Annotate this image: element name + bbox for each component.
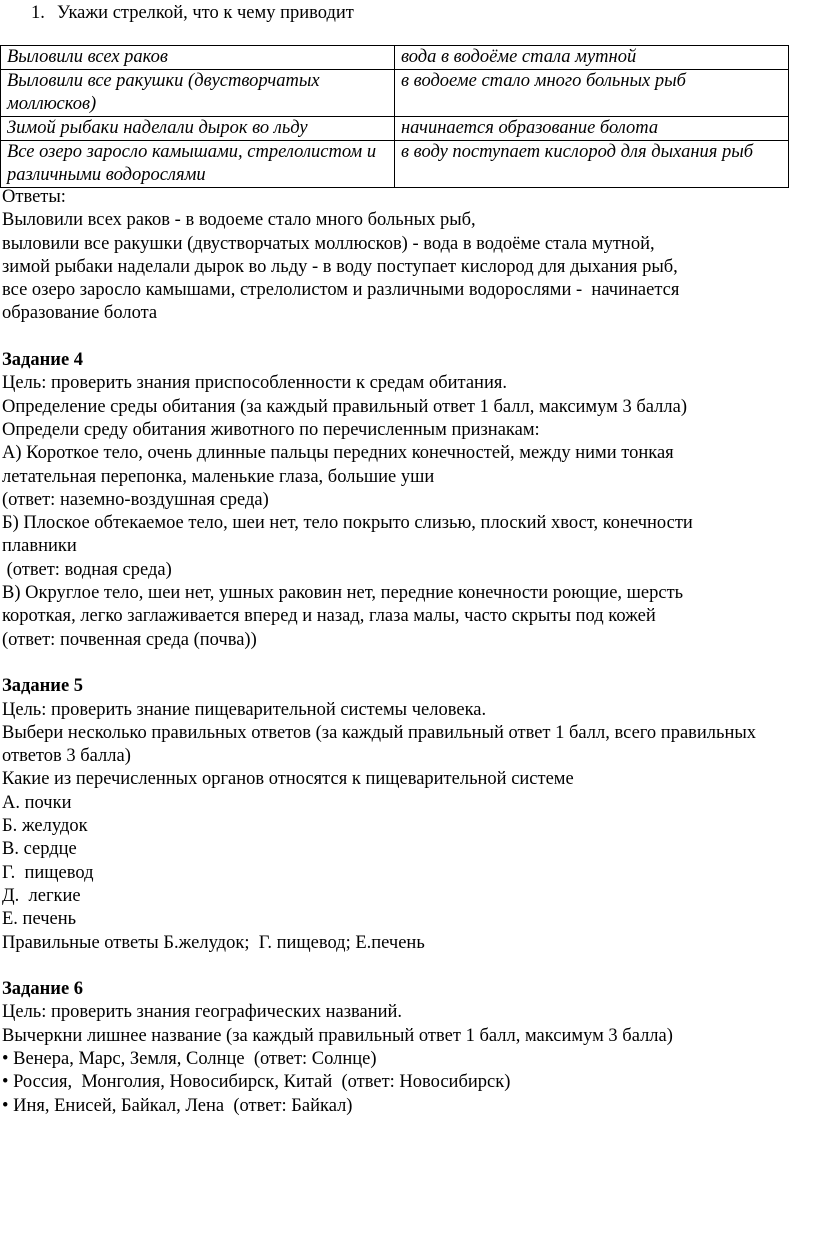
table-cell-cause: Все озеро заросло камышами, стрелолистом и различными водорослями	[1, 141, 395, 188]
task-4-line: (ответ: почвенная среда (почва))	[2, 629, 257, 650]
answers-heading: Ответы:	[2, 187, 66, 207]
task-6-item: • Иня, Енисей, Байкал, Лена (ответ: Байкал)	[2, 1095, 353, 1116]
task-6-line: Вычеркни лишнее название (за каждый правильный ответ 1 балл, максимум 3 балла)	[2, 1025, 673, 1046]
spacer	[2, 955, 814, 978]
answer-line: выловили все ракушки (двустворчатых моллюсков) - вода в водоёме стала мутной,	[2, 233, 655, 254]
task-6-item: • Венера, Марс, Земля, Солнце (ответ: Солнце)	[2, 1048, 377, 1069]
question-1-number: 1.	[31, 3, 45, 23]
document-body	[2, 186, 814, 1118]
task-6-item: • Россия, Монголия, Новосибирск, Китай (ответ: Новосибирск)	[2, 1072, 511, 1093]
task-5-line: Цель: проверить знание пищеварительной системы человека.	[2, 699, 487, 720]
table-row	[1, 70, 789, 117]
task-5-answer: Правильные ответы Б.желудок; Г. пищевод; Е.печень	[2, 932, 425, 953]
task-5-option: А. почки	[2, 792, 72, 813]
task-4-line: плавники	[2, 536, 77, 557]
task-5-line: Какие из перечисленных органов относятся к пищеварительной системе	[2, 769, 574, 790]
table-row	[1, 117, 789, 141]
task-5-option: Е. печень	[2, 909, 77, 930]
task-5-title: Задание 5	[2, 676, 84, 697]
answer-line: Выловили всех раков - в водоеме стало много больных рыб,	[2, 210, 476, 231]
spacer	[2, 652, 814, 675]
spacer	[2, 326, 814, 349]
task-4-line: А) Короткое тело, очень длинные пальцы передних конечностей, между ними тонкая	[2, 443, 674, 464]
question-1	[31, 2, 354, 24]
table-cell-cause: Выловили всех раков	[1, 46, 395, 70]
task-4-line: (ответ: водная среда)	[2, 559, 172, 580]
task-5-line: Выбери несколько правильных ответов (за каждый правильный ответ 1 балл, всего правильных	[2, 722, 757, 743]
task-4-line: Б) Плоское обтекаемое тело, шеи нет, тело покрыто слизью, плоский хвост, конечности	[2, 513, 693, 534]
task-4-line: В) Округлое тело, шеи нет, ушных раковин нет, передние конечности роющие, шерсть	[2, 583, 684, 604]
task-4-line: (ответ: наземно-воздушная среда)	[2, 489, 269, 510]
task-4-line: Определи среду обитания животного по перечисленным признакам:	[2, 419, 540, 440]
table-cell-effect: начинается образование болота	[395, 117, 789, 141]
task-6-title: Задание 6	[2, 979, 84, 1000]
table-cell-effect: в воду поступает кислород для дыхания рыб	[395, 141, 789, 188]
table-cell-cause: Зимой рыбаки наделали дырок во льду	[1, 117, 395, 141]
task-4-line: короткая, легко заглаживается вперед и назад, глаза малы, часто скрыты под кожей	[2, 606, 656, 627]
question-1-text: Укажи стрелкой, что к чему приводит	[57, 3, 354, 23]
task-4-line: Цель: проверить знания приспособленности к средам обитания.	[2, 373, 507, 394]
task-4-line: Определение среды обитания (за каждый правильный ответ 1 балл, максимум 3 балла)	[2, 396, 687, 417]
answer-line: все озеро заросло камышами, стрелолистом и различными водорослями - начинается	[2, 280, 680, 301]
task-5-option: Д. легкие	[2, 885, 81, 906]
task-6-line: Цель: проверить знания географических названий.	[2, 1002, 403, 1023]
task-4-title: Задание 4	[2, 350, 84, 371]
answer-line: зимой рыбаки наделали дырок во льду - в воду поступает кислород для дыхания рыб,	[2, 256, 678, 277]
task-5-option: Б. желудок	[2, 816, 88, 837]
matching-table	[0, 45, 789, 188]
table-cell-effect: вода в водоёме стала мутной	[395, 46, 789, 70]
task-5-option: В. сердце	[2, 839, 77, 860]
table-cell-effect: в водоеме стало много больных рыб	[395, 70, 789, 117]
task-5-option: Г. пищевод	[2, 862, 94, 883]
table-row	[1, 141, 789, 188]
table-row	[1, 46, 789, 70]
table-cell-cause: Выловили все ракушки (двустворчатых моллюсков)	[1, 70, 395, 117]
task-5-line: ответов 3 балла)	[2, 746, 131, 767]
answer-line: образование болота	[2, 303, 158, 324]
task-4-line: летательная перепонка, маленькие глаза, большие уши	[2, 466, 435, 487]
